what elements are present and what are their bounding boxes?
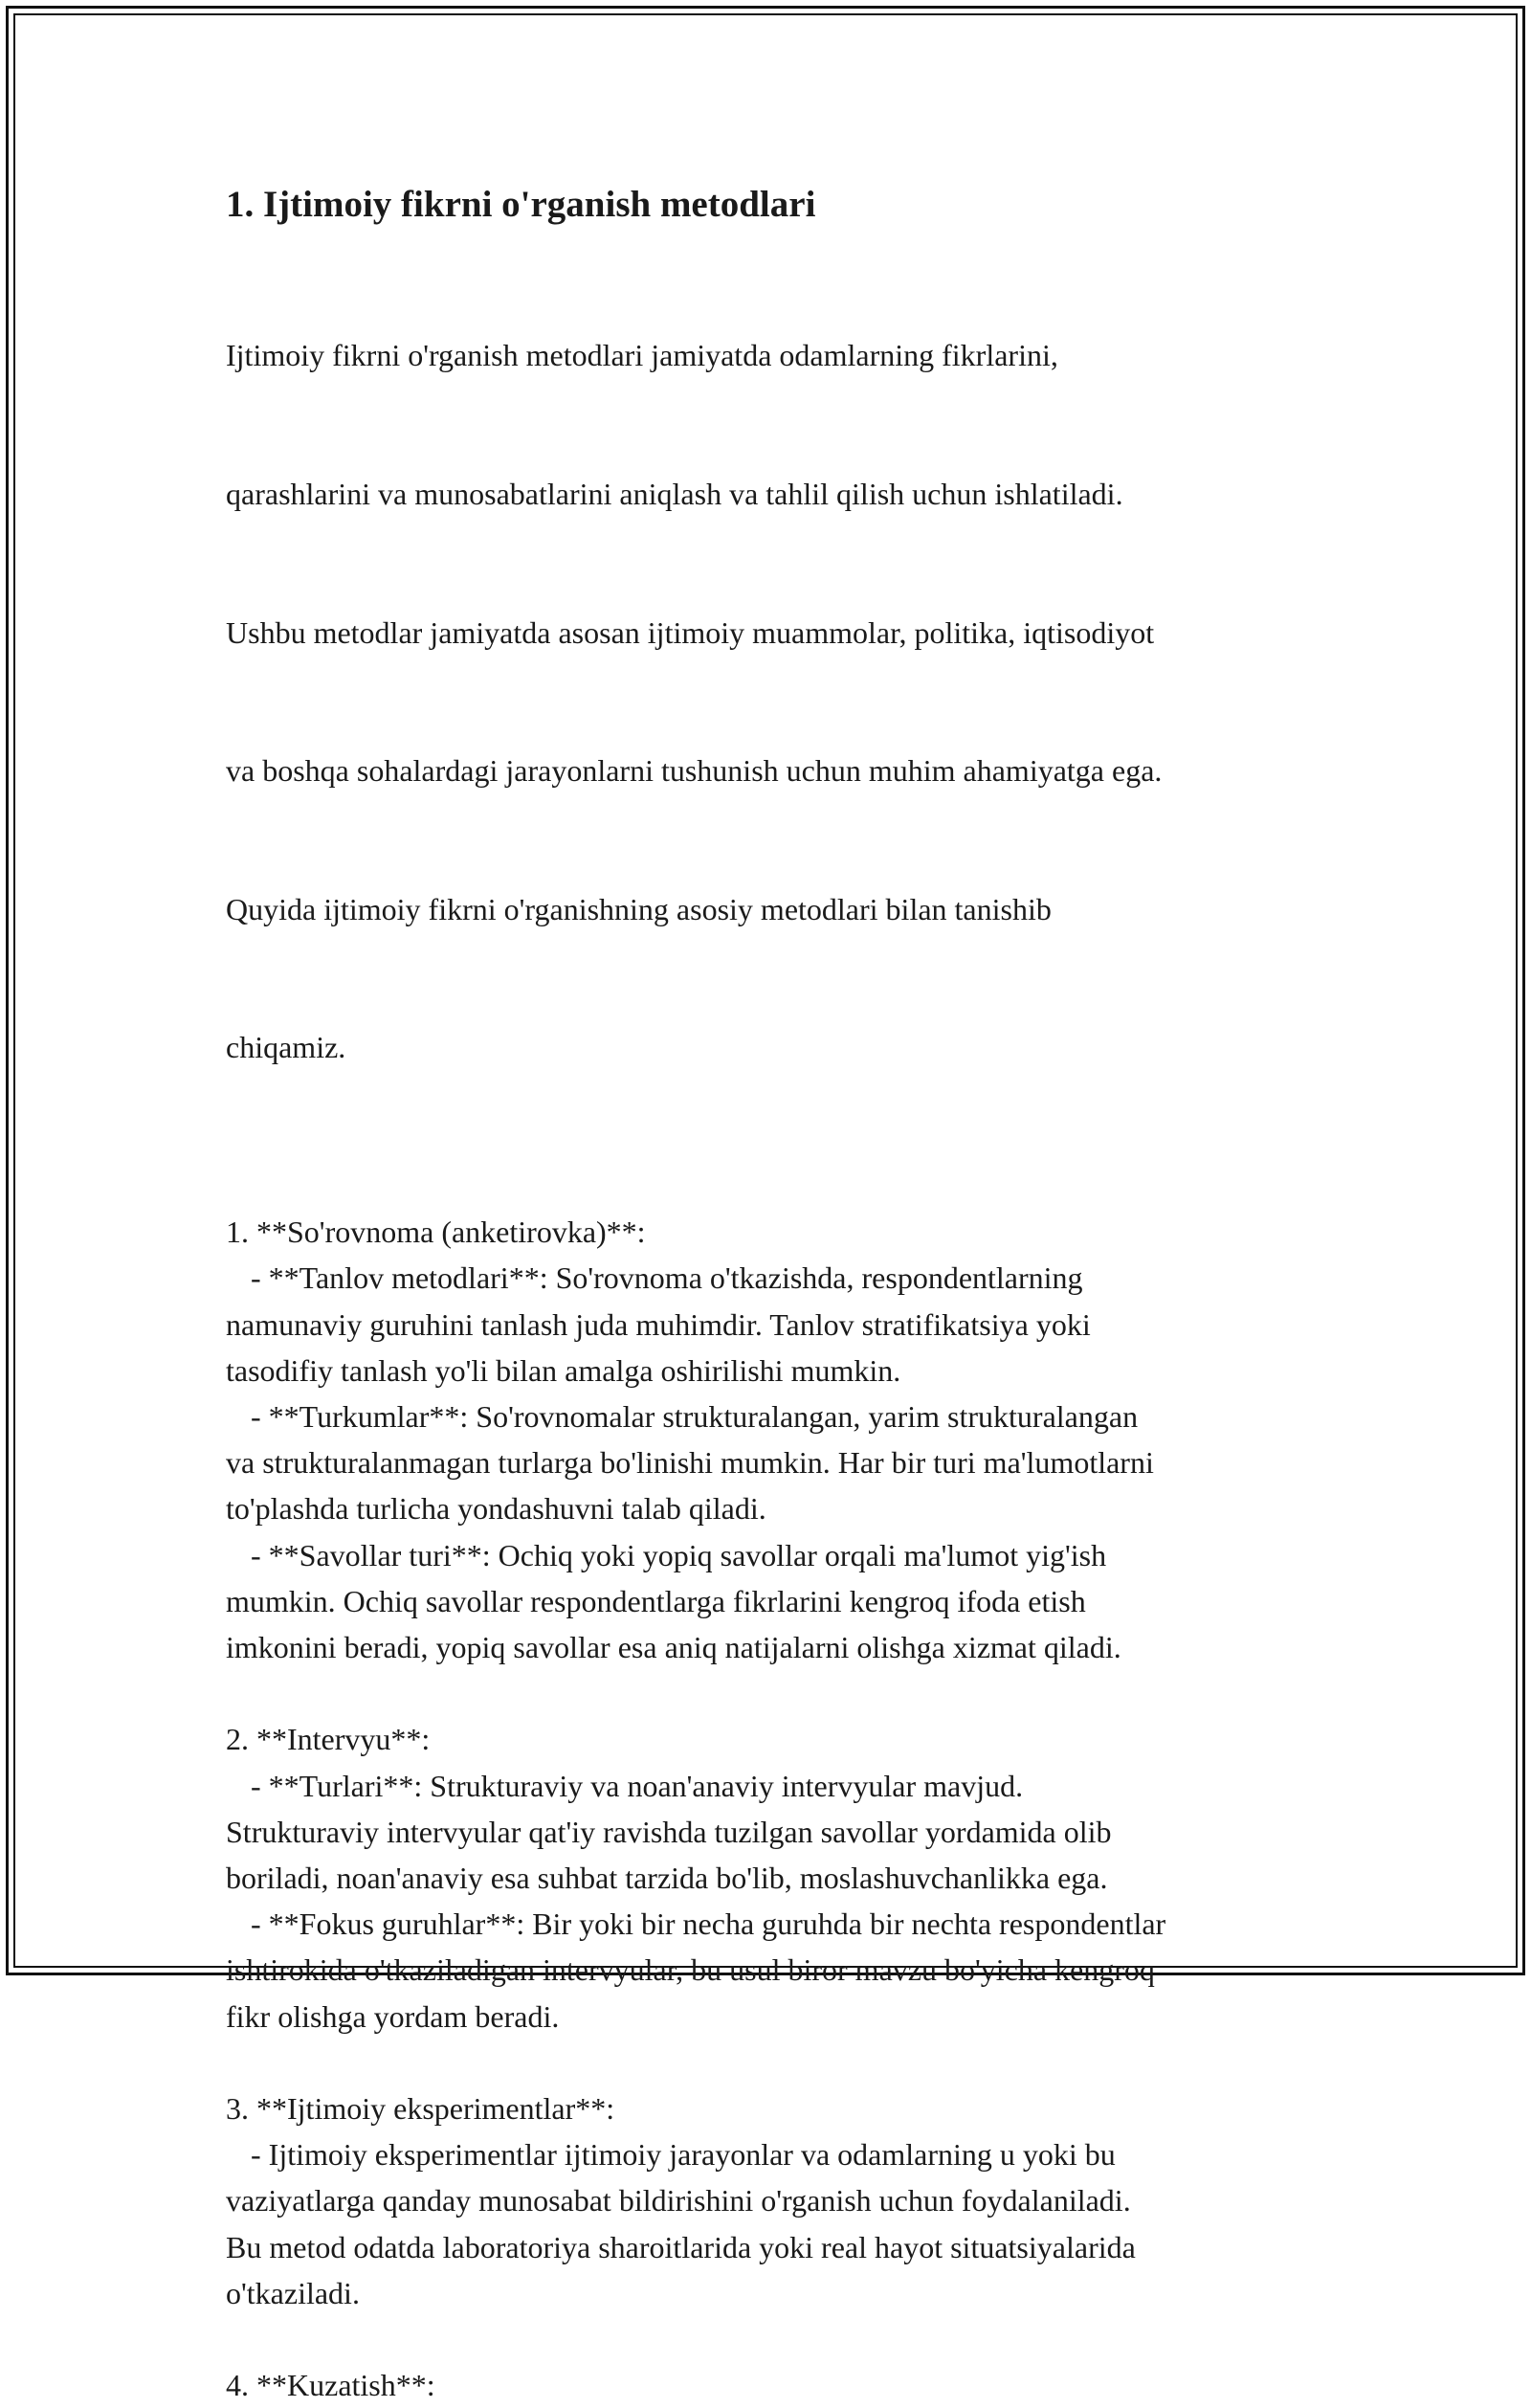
text-line: mumkin. Ochiq savollar respondentlarga fikrlarini kengroq ifoda etish [226, 1583, 1086, 1618]
document-body [226, 176, 1326, 2408]
text-line: imkonini beradi, yopiq savollar esa aniq natijalarni olishga xizmat qiladi. [226, 1630, 1121, 1665]
section-heading: 2. **Intervyu**: [226, 1722, 431, 1757]
section-heading: 1. **So'rovnoma (anketirovka)**: [226, 1215, 646, 1250]
intro-line: chiqamiz. [226, 1030, 346, 1065]
text-line: tasodifiy tanlash yo'li bilan amalga oshirilishi mumkin. [226, 1352, 901, 1388]
intro-line: Ijtimoiy fikrni o'rganish metodlari jamiyatda odamlarning fikrlarini, [226, 338, 1058, 373]
bullet-line: - **Savollar turi**: Ochiq yoki yopiq savollar orqali ma'lumot yig'ish [251, 1537, 1107, 1572]
bullet-line: - **Turkumlar**: So'rovnomalar strukturalangan, yarim strukturalangan [251, 1399, 1139, 1435]
section-heading: 3. **Ijtimoiy eksperimentlar**: [226, 2091, 615, 2127]
bullet-line: - Ijtimoiy eksperimentlar ijtimoiy jarayonlar va odamlarning u yoki bu [251, 2137, 1116, 2173]
section-block [226, 1209, 1326, 1670]
bullet-line: - **Tanlov metodlari**: So'rovnoma o'tkazishda, respondentlarning [251, 1260, 1083, 1296]
section-heading: 4. **Kuzatish**: [226, 2368, 435, 2403]
text-line: namunaviy guruhini tanlash juda muhimdir. Tanlov stratifikatsiya yoki [226, 1306, 1091, 1342]
page-title: 1. Ijtimoiy fikrni o'rganish metodlari [226, 184, 816, 225]
text-line: o'tkaziladi. [226, 2275, 360, 2310]
intro-line: Ushbu metodlar jamiyatda asosan ijtimoiy muammolar, politika, iqtisodiyot [226, 614, 1155, 650]
sections-container [226, 1209, 1326, 2408]
text-line: va strukturalanmagan turlarga bo'linishi mumkin. Har bir turi ma'lumotlarni [226, 1445, 1154, 1481]
intro-line: Quyida ijtimoiy fikrni o'rganishning asosiy metodlari bilan tanishib [226, 891, 1052, 926]
intro-line: va boshqa sohalardagi jarayonlarni tushunish uchun muhim ahamiyatga ega. [226, 753, 1163, 789]
section-block [226, 1716, 1326, 2039]
text-line: Bu metod odatda laboratoriya sharoitlarida yoki real hayot situatsiyalarida [226, 2229, 1136, 2264]
text-line: Strukturaviy intervyular qat'iy ravishda tuzilgan savollar yordamida olib [226, 1814, 1112, 1849]
text-line: fikr olishga yordam beradi. [226, 1998, 560, 2034]
bullet-line: - **Fokus guruhlar**: Bir yoki bir necha guruhda bir nechta respondentlar [251, 1906, 1166, 1942]
intro-paragraph [226, 240, 1326, 1163]
section-block [226, 2085, 1326, 2316]
bullet-line: - **Turlari**: Strukturaviy va noan'anaviy intervyular mavjud. [251, 1768, 1024, 1803]
intro-line: qarashlarini va munosabatlarini aniqlash va tahlil qilish uchun ishlatiladi. [226, 477, 1123, 512]
text-line: vaziyatlarga qanday munosabat bildirishini o'rganish uchun foydalaniladi. [226, 2183, 1131, 2218]
section-block [226, 2362, 1326, 2408]
text-line: ishtirokida o'tkaziladigan intervyular, bu usul biror mavzu bo'yicha kengroq [226, 1952, 1155, 1988]
text-line: boriladi, noan'anaviy esa suhbat tarzida bo'lib, moslashuvchanlikka ega. [226, 1861, 1108, 1896]
text-line: to'plashda turlicha yondashuvni talab qiladi. [226, 1491, 766, 1527]
